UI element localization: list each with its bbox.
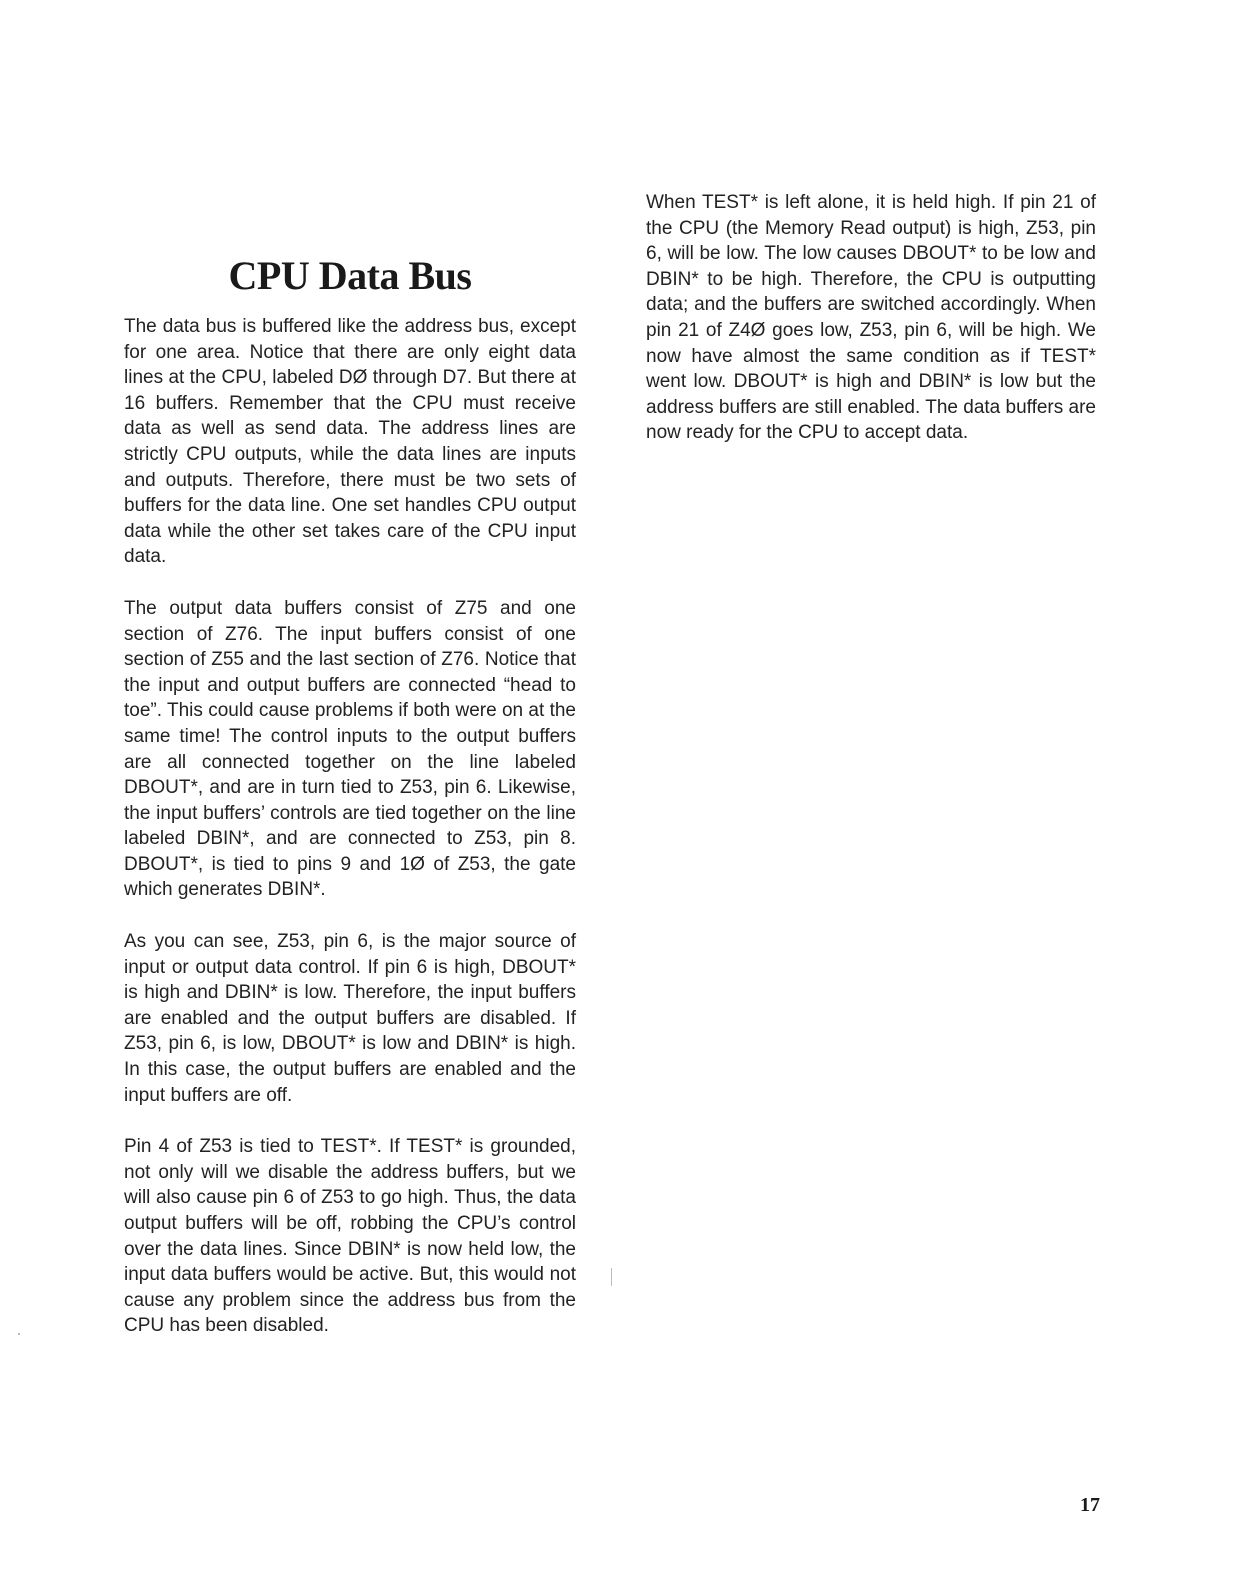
left-column	[124, 314, 576, 1365]
scan-artifact	[611, 1268, 612, 1286]
paragraph: Pin 4 of Z53 is tied to TEST*. If TEST* is grounded, not only will we disable the address buffers, but we will also cause pin 6 of Z53 to go high. Thus, the data output buffers will be off, robbing the CPU’s control over the data lines. Since DBIN* is now held low, the input data buffers would be active. But, this would not cause any problem since the address bus from the CPU has been disabled.	[124, 1136, 576, 1337]
right-column	[646, 190, 1096, 472]
scan-artifact	[18, 1333, 20, 1335]
paragraph: As you can see, Z53, pin 6, is the major source of input or output data control. If pin 6 is high, DBOUT* is high and DBIN* is low. Therefore, the input buffers are enabled and the output buffers are disabled. If Z53, pin 6, is low, DBOUT* is low and DBIN* is high. In this case, the output buffers are enabled and the input buffers are off.	[124, 931, 576, 1106]
paragraph: The data bus is buffered like the address bus, except for one area. Notice that there are only eight data lines at the CPU, labeled DØ through D7. But there at 16 buffers. Remember that the CPU must receive data as well as send data. The address lines are strictly CPU outputs, while the data lines are inputs and outputs. Therefore, there must be two sets of buffers for the data line. One set handles CPU output data while the other set takes care of the CPU input data.	[124, 316, 576, 568]
paragraph: The output data buffers consist of Z75 and one section of Z76. The input buffers consist of one section of Z55 and the last section of Z76. Notice that the input and output buffers are connected “head to toe”. This could cause problems if both were on at the same time! The control inputs to the output buffers are all connected together on the line labeled DBOUT*, and are in turn tied to Z53, pin 6. Likewise, the input buffers’ controls are tied together on the line labeled DBIN*, and are connected to Z53, pin 8. DBOUT*, is tied to pins 9 and 1Ø of Z53, the gate which generates DBIN*.	[124, 597, 576, 901]
page-title: CPU Data Bus	[228, 253, 472, 298]
page-number: 17	[1080, 1494, 1100, 1516]
paragraph: When TEST* is left alone, it is held high. If pin 21 of the CPU (the Memory Read output) is high, Z53, pin 6, will be low. The low causes DBOUT* to be low and DBIN* to be high. Therefore, the CPU is outputting data; and the buffers are switched accordingly. When pin 21 of Z4Ø goes low, Z53, pin 6, will be high. We now have almost the same condition as if TEST* went low. DBOUT* is high and DBIN* is low but the address buffers are still enabled. The data buffers are now ready for the CPU to accept data.	[646, 192, 1096, 444]
